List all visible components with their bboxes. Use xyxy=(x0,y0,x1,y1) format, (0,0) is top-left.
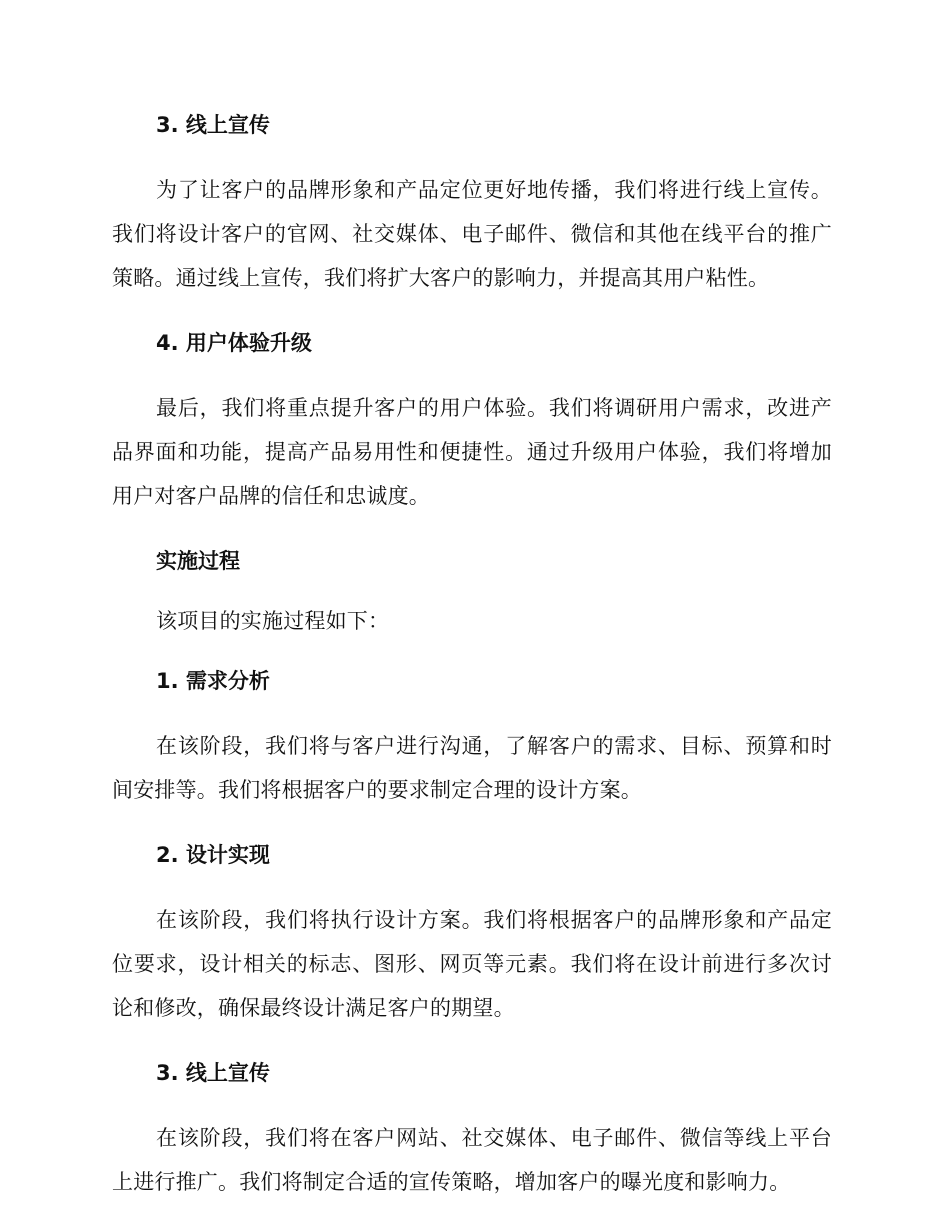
section-heading-implementation: 实施过程 xyxy=(156,549,240,573)
paragraph-online-promotion-phase: 在该阶段，我们将在客户网站、社交媒体、电子邮件、微信等线上平台上进行推广。我们将制定合适的宣传策略，增加客户的曝光度和影响力。 xyxy=(112,1126,832,1194)
paragraph-online-promotion: 为了让客户的品牌形象和产品定位更好地传播，我们将进行线上宣传。我们将设计客户的官网、社交媒体、电子邮件、微信和其他在线平台的推广策略。通过线上宣传，我们将扩大客户的影响力，并提高其用户粘性。 xyxy=(112,178,832,290)
paragraph-requirements-analysis: 在该阶段，我们将与客户进行沟通，了解客户的需求、目标、预算和时间安排等。我们将根据客户的要求制定合理的设计方案。 xyxy=(112,734,832,802)
section-heading-online-promotion: 3. 线上宣传 xyxy=(156,113,270,137)
section-heading-requirements-analysis: 1. 需求分析 xyxy=(156,669,270,693)
section-heading-design-implementation: 2. 设计实现 xyxy=(156,843,270,867)
section-heading-online-promotion-phase: 3. 线上宣传 xyxy=(156,1061,270,1085)
paragraph-design-implementation: 在该阶段，我们将执行设计方案。我们将根据客户的品牌形象和产品定位要求，设计相关的标志、图形、网页等元素。我们将在设计前进行多次讨论和修改，确保最终设计满足客户的期望。 xyxy=(112,908,832,1020)
document-body xyxy=(112,108,832,1230)
paragraph-implementation-intro: 该项目的实施过程如下： xyxy=(156,609,390,633)
section-heading-ux-upgrade: 4. 用户体验升级 xyxy=(156,331,312,355)
paragraph-ux-upgrade: 最后，我们将重点提升客户的用户体验。我们将调研用户需求，改进产品界面和功能，提高产品易用性和便捷性。通过升级用户体验，我们将增加用户对客户品牌的信任和忠诚度。 xyxy=(112,396,832,508)
